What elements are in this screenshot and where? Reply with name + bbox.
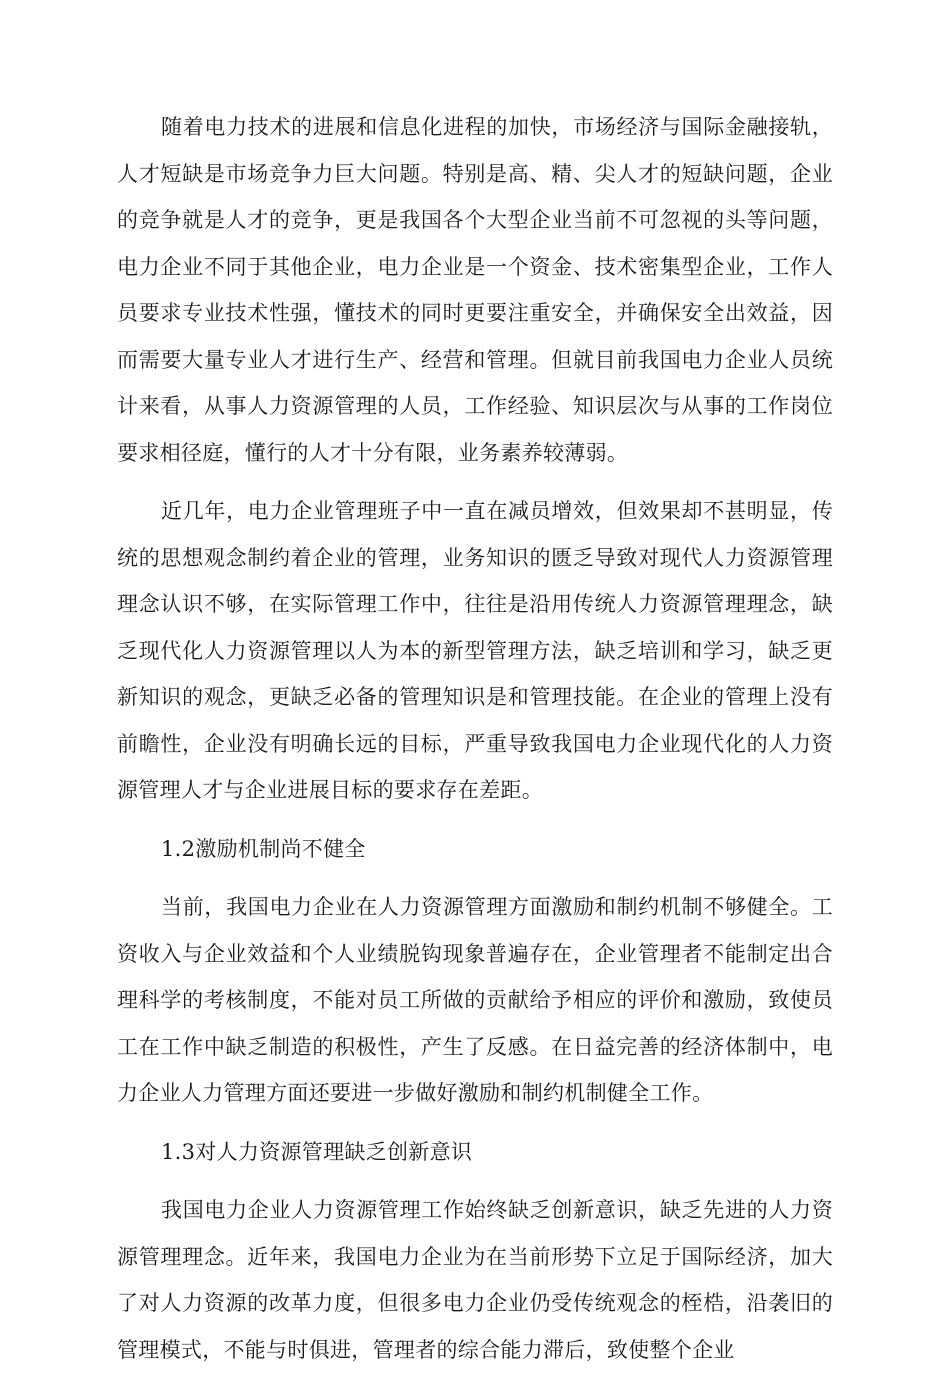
paragraph-management-concepts: 近几年，电力企业管理班子中一直在减员增效，但效果却不甚明显，传统的思想观念制约着企业的管理，业务知识的匮乏导致对现代人力资源管理理念认识不够，在实际管理工作中，往往是沿用传统人力资源管理理念，缺乏现代化人力资源管理以人为本的新型管理方法，缺乏培训和学习，缺乏更新知识的观念，更缺乏必备的管理知识是和管理技能。在企业的管理上没有前瞻性，企业没有明确长远的目标，严重导致我国电力企业现代化的人力资源管理人才与企业进展目标的要求存在差距。	[117, 499, 833, 802]
paragraph-innovation: 我国电力企业人力资源管理工作始终缺乏创新意识，缺乏先进的人力资源管理理念。近年来，我国电力企业为在当前形势下立足于国际经济，加大了对人力资源的改革力度，但很多电力企业仍受传统观念的桎梏，沿袭旧的管理模式，不能与时俱进，管理者的综合能力滞后，致使整个企业	[117, 1198, 833, 1362]
section-heading-1-3: 1.3对人力资源管理缺乏创新意识	[161, 1139, 473, 1164]
section-heading-1-2: 1.2激励机制尚不健全	[161, 836, 366, 861]
paragraph-talent-shortage: 随着电力技术的进展和信息化进程的加快，市场经济与国际金融接轨，人才短缺是市场竞争力巨大问题。特别是高、精、尖人才的短缺问题，企业的竞争就是人才的竞争，更是我国各个大型企业当前不可忽视的头等问题，电力企业不同于其他企业，电力企业是一个资金、技术密集型企业，工作人员要求专业技术性强，懂技术的同时更要注重安全，并确保安全出效益，因而需要大量专业人才进行生产、经营和管理。但就目前我国电力企业人员统计来看，从事人力资源管理的人员，工作经验、知识层次与从事的工作岗位要求相径庭，懂行的人才十分有限，业务素养较薄弱。	[117, 115, 833, 465]
document-body	[117, 104, 833, 1385]
paragraph-incentive-mechanism: 当前，我国电力企业在人力资源管理方面激励和制约机制不够健全。工资收入与企业效益和个人业绩脱钩现象普遍存在，企业管理者不能制定出合理科学的考核制度，不能对员工所做的贡献给予相应的评价和激励，致使员工在工作中缺乏制造的积极性，产生了反感。在日益完善的经济体制中，电力企业人力管理方面还要进一步做好激励和制约机制健全工作。	[117, 895, 833, 1105]
